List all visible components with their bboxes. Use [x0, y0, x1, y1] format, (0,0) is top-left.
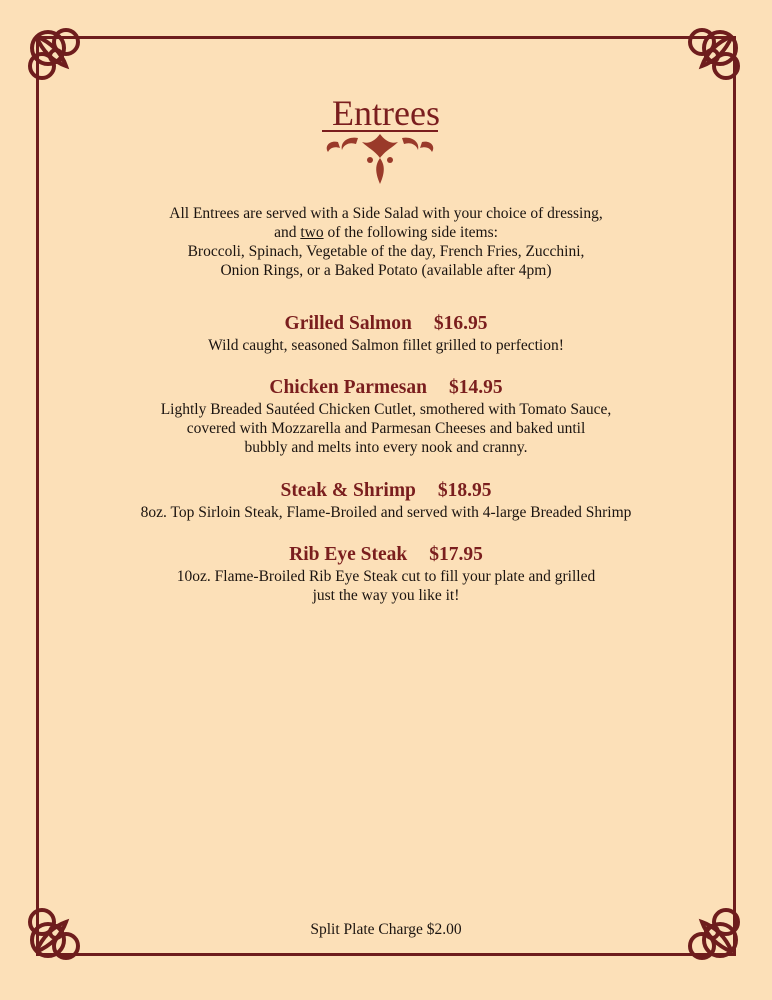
- description-line: 10oz. Flame-Broiled Rib Eye Steak cut to fill your plate and grilled: [176, 568, 596, 585]
- menu-item-price: $18.95: [437, 480, 492, 501]
- menu-item-name: Grilled Salmon: [284, 313, 412, 334]
- intro-line: All Entrees are served with a Side Salad with your choice of dressing,: [169, 205, 603, 222]
- celtic-knot-corner-icon: [26, 26, 92, 92]
- menu-item-heading: [0, 479, 772, 503]
- underlined-word: two: [300, 224, 324, 241]
- menu-item-description: [0, 503, 772, 522]
- description-line: 8oz. Top Sirloin Steak, Flame-Broiled and served with 4-large Breaded Shrimp: [140, 504, 632, 521]
- menu-item-price: $17.95: [429, 544, 483, 565]
- description-line: Wild caught, seasoned Salmon fillet grilled to perfection!: [208, 337, 564, 354]
- intro-text: [0, 204, 772, 280]
- flourish-ornament-icon: [318, 128, 442, 188]
- intro-line: Onion Rings, or a Baked Potato (available after 4pm): [220, 262, 552, 279]
- description-line: covered with Mozzarella and Parmesan Cheeses and baked until: [186, 420, 586, 437]
- intro-line-part: of the following side items:: [323, 224, 498, 241]
- split-plate-charge: Split Plate Charge $2.00: [310, 921, 462, 938]
- intro-line-part: and: [274, 224, 301, 241]
- celtic-knot-corner-icon: [676, 26, 742, 92]
- menu-item-heading: [0, 312, 772, 336]
- menu-item-steak-shrimp: [0, 479, 772, 522]
- menu-item-description: [0, 567, 772, 605]
- intro-line: [0, 223, 772, 242]
- menu-item-name: Chicken Parmesan: [269, 377, 427, 398]
- intro-line: Broccoli, Spinach, Vegetable of the day, French Fries, Zucchini,: [187, 243, 585, 260]
- menu-item-chicken-parmesan: [0, 376, 772, 457]
- menu-item-rib-eye-steak: [0, 543, 772, 605]
- menu-item-name: Steak & Shrimp: [280, 480, 416, 501]
- description-line: just the way you like it!: [312, 587, 460, 604]
- menu-item-description: [0, 400, 772, 457]
- menu-item-heading: [0, 376, 772, 400]
- description-line: bubbly and melts into every nook and cranny.: [244, 439, 528, 456]
- menu-item-name: Rib Eye Steak: [289, 544, 408, 565]
- menu-item-price: $14.95: [449, 377, 503, 398]
- menu-item-heading: [0, 543, 772, 567]
- description-line: Lightly Breaded Sautéed Chicken Cutlet, smothered with Tomato Sauce,: [160, 401, 612, 418]
- menu-item-price: $16.95: [433, 313, 488, 334]
- menu-item-grilled-salmon: [0, 312, 772, 355]
- menu-item-description: [0, 336, 772, 355]
- page-title: Entrees: [332, 93, 440, 133]
